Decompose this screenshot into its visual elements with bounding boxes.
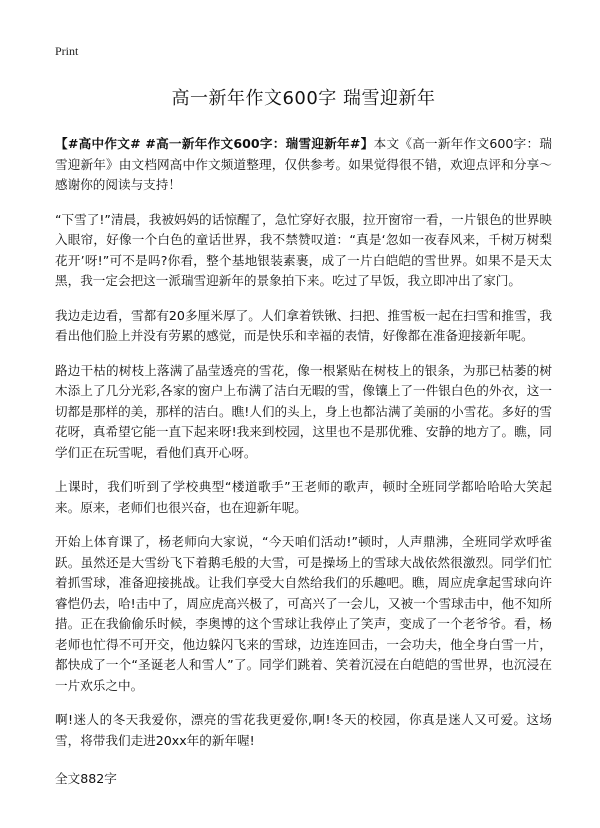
paragraph-4: 上课时，我们听到了学校典型“楼道歌手”王老师的歌声，顿时全班同学都哈哈哈大笑起来。原来，老师们也很兴奋，也在迎新年呢。 <box>55 479 552 515</box>
paragraph-1: “下雪了!”清晨，我被妈妈的话惊醒了，急忙穿好衣服，拉开窗帘一看，一片银色的世界映入眼帘，好像一个白色的童话世界，我不禁赞叹道：“真是‘忽如一夜春风来，千树万树梨花开’呀!”可不是吗?你看，整个基地银装素裹，成了一片白皑皑的雪世界。如果不是天太黑，我一定会把这一派瑞雪迎新年的景象拍下来。吃过了早饭，我立即冲出了家门。 <box>55 211 552 288</box>
paragraph-2: 我边走边看，雪都有20多厘米厚了。人们拿着铁锹、扫把、推雪板一起在扫雪和推雪，我看出他们脸上并没有劳累的感觉，而是快乐和幸福的表情，好像都在准备迎接新年呢。 <box>55 307 552 343</box>
paragraph-3: 路边干枯的树枝上落满了晶莹透亮的雪花，像一根紧贴在树枝上的银条，为那已枯萎的树木添上了几分光彩,各家的窗户上布满了洁白无暇的雪，像镶上了一件银白色的外衣，这一切都是那样的美，那样的洁白。瞧!人们的头上，身上也都沾满了美丽的小雪花。多好的雪花呀，真希望它能一直下起来呀!我来到校园，这里也不是那优雅、安静的地方了。瞧，同学们正在玩雪呢，看他们真开心呀。 <box>55 362 552 460</box>
paragraph-5: 开始上体育课了，杨老师向大家说，“今天咱们活动!”顿时，人声鼎沸，全班同学欢呼雀跃。虽然还是大雪纷飞下着鹅毛般的大雪，可是操场上的雪球大战依然很激烈。同学们忙着抓雪球，准备迎接挑战。让我们享受大自然给我们的乐趣吧。瞧，周应虎拿起雪球向许睿恺仍去，哈!击中了，周应虎高兴极了，可高兴了一会儿，又被一个雪球击中，他不知所措。正在我偷偷乐时候，李奥博的这个雪球让我停止了笑声，变成了一个老爷爷。看，杨老师也忙得不可开交，他边躲闪飞来的雪球，边连连回击，一会功夫，他全身白雪一片，都快成了一个“圣诞老人和雪人”了。同学们跳着、笑着沉浸在白皑皑的雪世界，也沉浸在一片欢乐之中。 <box>55 534 552 693</box>
intro-tag: 【#高中作文# #高一新年作文600字：瑞雪迎新年#】 <box>55 136 374 151</box>
word-count: 全文882字 <box>55 771 117 786</box>
intro-text: 本文《高一新年作文600字：瑞雪迎新年》由文档网高中作文频道整理，仅供参考。如果觉得很不错，欢迎点评和分享～感谢你的阅读与支持！ <box>55 136 552 192</box>
article-title: 高一新年作文600字 瑞雪迎新年 <box>171 88 436 109</box>
intro-paragraph <box>55 134 552 196</box>
print-link[interactable]: Print <box>55 44 79 58</box>
paragraph-6: 啊!迷人的冬天我爱你，漂亮的雪花我更爱你,啊!冬天的校园，你真是迷人又可爱。这场雪，将带我们走进20xx年的新年喔! <box>55 712 552 748</box>
